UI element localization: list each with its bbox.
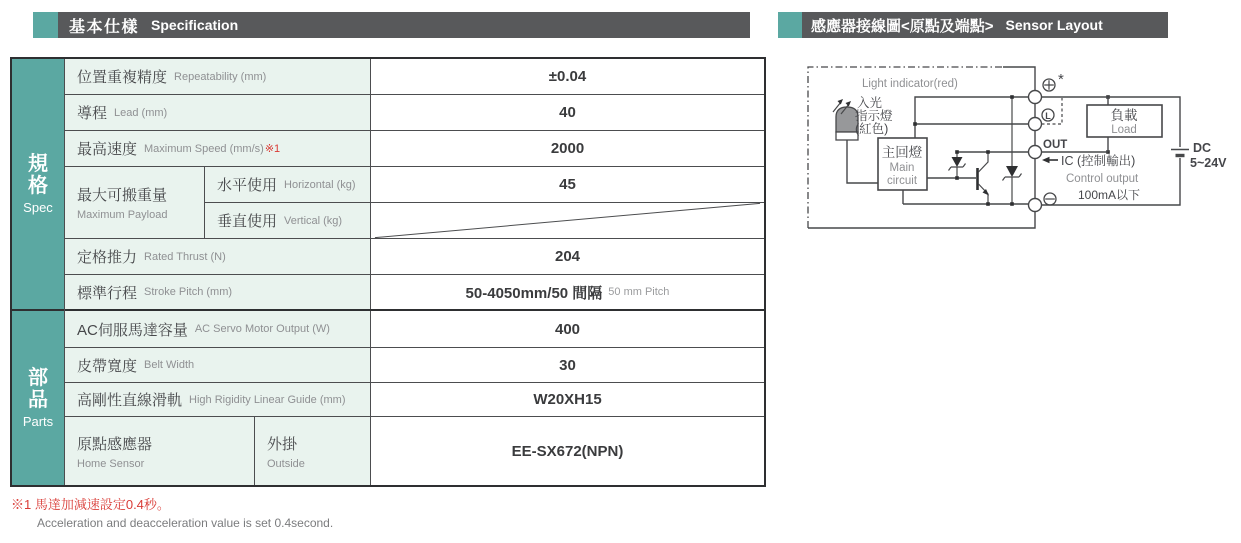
label-zh: 位置重複精度 xyxy=(77,69,168,86)
main-circuit-label-en1: Main xyxy=(889,162,915,174)
specification-table xyxy=(10,57,766,487)
footnote-en: Acceleration and deacceleration value is set 0.4second. xyxy=(37,516,334,530)
footnote xyxy=(11,494,333,530)
label-en: Horizontal (kg) xyxy=(284,178,356,191)
label-zh: 導程 xyxy=(77,105,108,122)
internal-minus-rail xyxy=(903,190,1029,204)
spec-label-cell xyxy=(65,311,371,347)
main-circuit-label-zh: 主回燈 xyxy=(881,145,923,160)
spec-label-cell xyxy=(65,417,255,485)
npn-transistor-icon xyxy=(978,152,990,204)
section-parts-en: Parts xyxy=(22,414,54,430)
table-row xyxy=(65,416,764,485)
sensor-header-title-en: Sensor Layout xyxy=(1005,17,1103,33)
sensor-layout-section-header xyxy=(778,12,1168,38)
section-spec-en: Spec xyxy=(23,200,53,216)
svg-text:L: L xyxy=(1045,110,1051,121)
label-en: Repeatability (mm) xyxy=(174,70,267,83)
spec-value-cell: 204 xyxy=(371,239,764,274)
table-row xyxy=(65,309,764,347)
spec-label-cell xyxy=(65,348,371,382)
load-label-zh: 負載 xyxy=(1110,108,1138,123)
stroke-value: 50-4050mm/50 間隔 xyxy=(465,284,603,302)
label-en: Maximum Speed (mm/s) xyxy=(144,142,264,155)
dc-voltage: 5~24V xyxy=(1190,156,1227,170)
table-row xyxy=(65,59,764,94)
ic-control-output-label: IC (控制輸出) xyxy=(1061,154,1136,168)
table-row-payload xyxy=(65,166,764,238)
plus-terminal xyxy=(1029,91,1042,104)
dc-battery-icon xyxy=(1171,150,1189,156)
sensor-wiring-diagram xyxy=(800,55,1241,300)
not-applicable-diagonal xyxy=(371,203,764,238)
label-zh: 高剛性直線滑軌 xyxy=(77,392,183,409)
sensor-header-title-zh: 感應器接線圖<原點及端點> xyxy=(811,17,994,35)
main-circuit-label-en2: circuit xyxy=(886,175,918,187)
section-spec-zh: 規格 xyxy=(28,152,48,197)
table-row xyxy=(65,94,764,130)
spec-label-cell xyxy=(65,131,371,166)
spec-label-cell xyxy=(65,59,371,94)
l-terminal xyxy=(1029,118,1042,131)
out-terminal xyxy=(1029,146,1042,159)
asterisk-note: * xyxy=(1058,71,1064,88)
table-row xyxy=(65,347,764,382)
label-en: Home Sensor xyxy=(77,457,145,470)
light-indicator-label-en: Light indicator(red) xyxy=(862,78,958,90)
stroke-value-suffix: 50 mm Pitch xyxy=(608,286,670,298)
section-parts-zh: 部品 xyxy=(28,366,48,411)
spec-header-title-en: Specification xyxy=(151,17,239,33)
label-en: Outside xyxy=(267,457,305,470)
table-section-rail xyxy=(12,59,65,485)
dc-label: DC xyxy=(1193,141,1212,155)
label-zh: 最大可搬重量 xyxy=(77,187,168,204)
light-indicator-label-zh1: 入光 xyxy=(857,96,883,110)
label-zh: 最高速度 xyxy=(77,141,138,158)
label-en: High Rigidity Linear Guide (mm) xyxy=(189,393,346,406)
label-en: Maximum Payload xyxy=(77,209,168,221)
label-zh: 水平使用 xyxy=(217,177,278,194)
spec-label-cell xyxy=(65,275,371,309)
light-indicator-label-zh2: 指示燈 xyxy=(855,109,893,123)
bottom-return-wire xyxy=(808,212,1035,229)
ic-pointer-arrow-icon xyxy=(1042,157,1058,163)
zener-diode-icon xyxy=(949,152,966,178)
l-symbol-icon xyxy=(1042,109,1054,121)
spec-value-cell-na xyxy=(371,203,764,238)
spec-header-title-zh: 基本仕樣 xyxy=(69,18,140,36)
label-zh: 標準行程 xyxy=(77,284,138,302)
table-row xyxy=(65,130,764,166)
spec-value-cell: 2000 xyxy=(371,131,764,166)
current-limit-label: 100mA以下 xyxy=(1078,188,1141,202)
spec-label-cell xyxy=(65,239,371,274)
light-indicator-label-zh3: (紅色) xyxy=(855,122,889,136)
spec-value-cell: 400 xyxy=(371,311,764,347)
spec-value-cell: 45 xyxy=(371,167,764,203)
table-row xyxy=(65,382,764,416)
label-zh: 原點感應器 xyxy=(77,435,153,453)
table-row xyxy=(65,238,764,274)
section-label-parts xyxy=(12,309,64,485)
out-label: OUT xyxy=(1043,139,1068,151)
spec-value-cell: 40 xyxy=(371,95,764,130)
table-subrow xyxy=(205,167,764,203)
load-label-en: Load xyxy=(1111,124,1137,136)
spec-value-cell xyxy=(371,275,764,309)
payload-sub-rows xyxy=(205,167,764,238)
control-output-label-en: Control output xyxy=(1066,173,1139,185)
label-zh: 皮帶寬度 xyxy=(77,357,138,375)
table-rows xyxy=(65,59,764,485)
spec-label-cell xyxy=(65,167,205,238)
spec-sublabel-cell xyxy=(205,167,371,203)
spec-sublabel-cell xyxy=(205,203,371,238)
footnote-marker: ※1 xyxy=(264,143,281,155)
spec-sublabel-cell xyxy=(255,417,371,485)
spec-label-cell xyxy=(65,95,371,130)
label-en: Vertical (kg) xyxy=(284,214,343,227)
label-en: Stroke Pitch (mm) xyxy=(144,286,233,298)
label-en: Rated Thrust (N) xyxy=(144,250,226,263)
minus-terminal xyxy=(1029,199,1042,212)
plus-symbol-icon xyxy=(1043,79,1055,91)
spec-section-header xyxy=(33,12,750,38)
table-subrow xyxy=(205,203,764,238)
label-en: AC Servo Motor Output (W) xyxy=(194,323,330,335)
zener-diode-icon xyxy=(1003,97,1022,204)
label-en: Lead (mm) xyxy=(114,106,168,119)
spec-value-cell: ±0.04 xyxy=(371,59,764,94)
spec-value-cell: W20XH15 xyxy=(371,383,764,416)
enclosure-to-plus-wire xyxy=(1003,67,1035,91)
label-zh: 垂直使用 xyxy=(217,213,278,230)
spec-value-cell: 30 xyxy=(371,348,764,382)
spec-value-cell: EE-SX672(NPN) xyxy=(371,417,764,485)
table-row xyxy=(65,274,764,309)
spec-label-cell xyxy=(65,383,371,416)
minus-symbol-icon xyxy=(1044,193,1056,205)
teal-accent-square xyxy=(778,12,802,38)
label-zh: AC伺服馬達容量 xyxy=(77,321,188,339)
teal-accent-square xyxy=(33,12,58,38)
label-en: Belt Width xyxy=(144,359,195,371)
led-wire xyxy=(847,140,878,183)
section-label-spec xyxy=(12,59,64,309)
label-zh: 定格推力 xyxy=(77,249,138,266)
label-zh: 外掛 xyxy=(267,435,298,453)
footnote-zh: ※1 馬達加減速設定0.4秒。 xyxy=(11,497,170,512)
